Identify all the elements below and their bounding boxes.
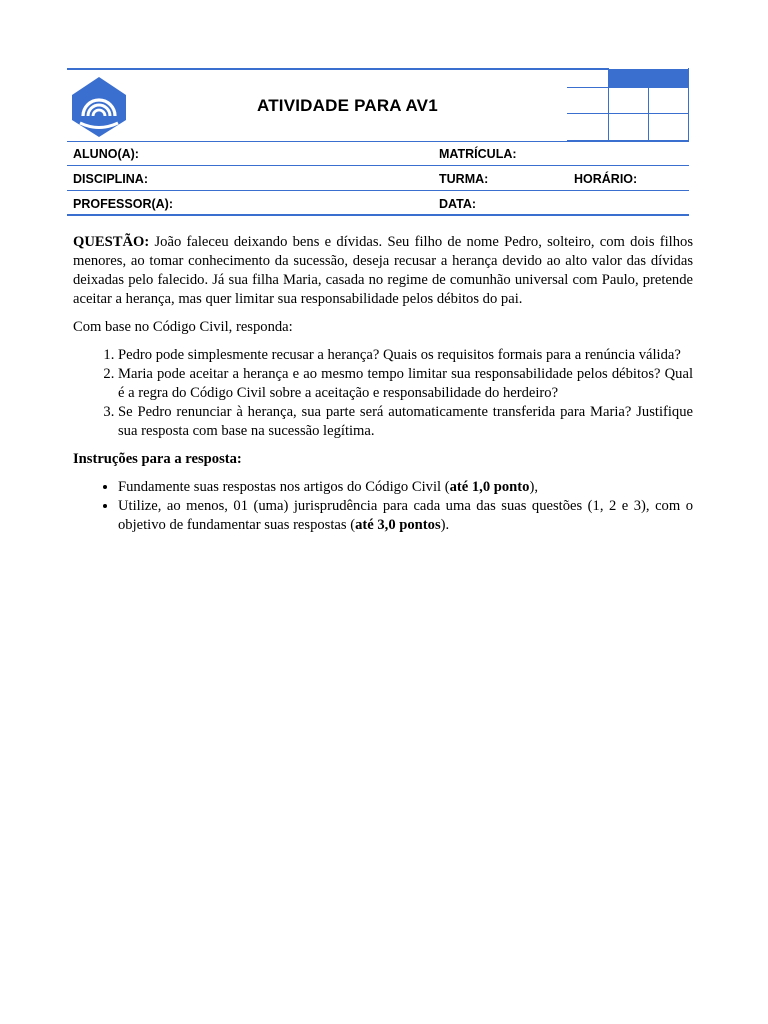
question-label: QUESTÃO: (73, 234, 150, 250)
list-item: 1. Pedro pode simplesmente recusar a herança? Quais os requisitos formais para a renúncia válida? (118, 346, 693, 365)
instruction-text-end: ), (529, 479, 538, 495)
question-text: João faleceu deixando bens e dívidas. Seu filho de nome Pedro, solteiro, com dois filhos menores, ao tomar conhecimento da sucessão, deseja recusar a herança devido ao alto valor das dívidas deixadas pelo falecido. Já sua filha Maria, casada no regime de comunhão universal com Paulo, pretende aceitar a herança, mas quer limitar sua responsabilidade pelos débitos do pai. (73, 234, 693, 307)
field-matricula-label: MATRÍCULA: (439, 147, 517, 161)
field-disciplina-label: DISCIPLINA: (73, 172, 148, 186)
info-row-disciplina (67, 167, 689, 191)
field-horario-label: HORÁRIO: (574, 172, 638, 186)
list-item: 2. Maria pode aceitar a herança e ao mesmo tempo limitar sua responsabilidade pelos débitos? Qual é a regra do Código Civil sobre a aceitação e responsabilidade do herdeiro? (118, 365, 693, 403)
question-list (73, 346, 693, 441)
field-data-label: DATA: (439, 197, 477, 211)
instructions-list (73, 478, 693, 535)
arch-logo-icon (70, 76, 128, 138)
field-aluno-label: ALUNO(A): (73, 147, 139, 161)
grade-grid (567, 68, 689, 141)
question-paragraph (73, 233, 693, 309)
info-row-aluno (67, 142, 689, 166)
document-header (67, 68, 689, 216)
instruction-text: Utilize, ao menos, 01 (uma) jurisprudência para cada uma das suas questões (1, 2 e 3), com o objetivo de fundamentar suas respostas ( (118, 498, 693, 533)
field-professor-label: PROFESSOR(A): (73, 197, 173, 211)
list-item (118, 478, 693, 497)
header-top-rule (67, 68, 608, 70)
row-divider (67, 190, 689, 191)
instructions-heading-text: Instruções para a resposta: (73, 451, 242, 467)
document-body (73, 233, 693, 544)
instructions-heading (73, 450, 693, 469)
list-item: 3. Se Pedro renunciar à herança, sua parte será automaticamente transferida para Maria? Justifique sua resposta com base na sucessão legítima. (118, 403, 693, 441)
question-prompt: Com base no Código Civil, responda: (73, 319, 293, 335)
field-turma-label: TURMA: (439, 172, 489, 186)
instruction-points: até 1,0 ponto (449, 479, 530, 495)
instruction-points: até 3,0 pontos (355, 517, 441, 533)
grade-grid-header-cell (608, 69, 688, 87)
instruction-text: Fundamente suas respostas nos artigos do Código Civil ( (118, 479, 450, 495)
info-row-professor (67, 192, 689, 216)
row-divider (67, 165, 689, 166)
header-bottom-rule (67, 214, 689, 216)
list-item (118, 497, 693, 535)
page-title: ATIVIDADE PARA AV1 (257, 96, 438, 115)
instruction-text-end: ). (440, 517, 450, 533)
